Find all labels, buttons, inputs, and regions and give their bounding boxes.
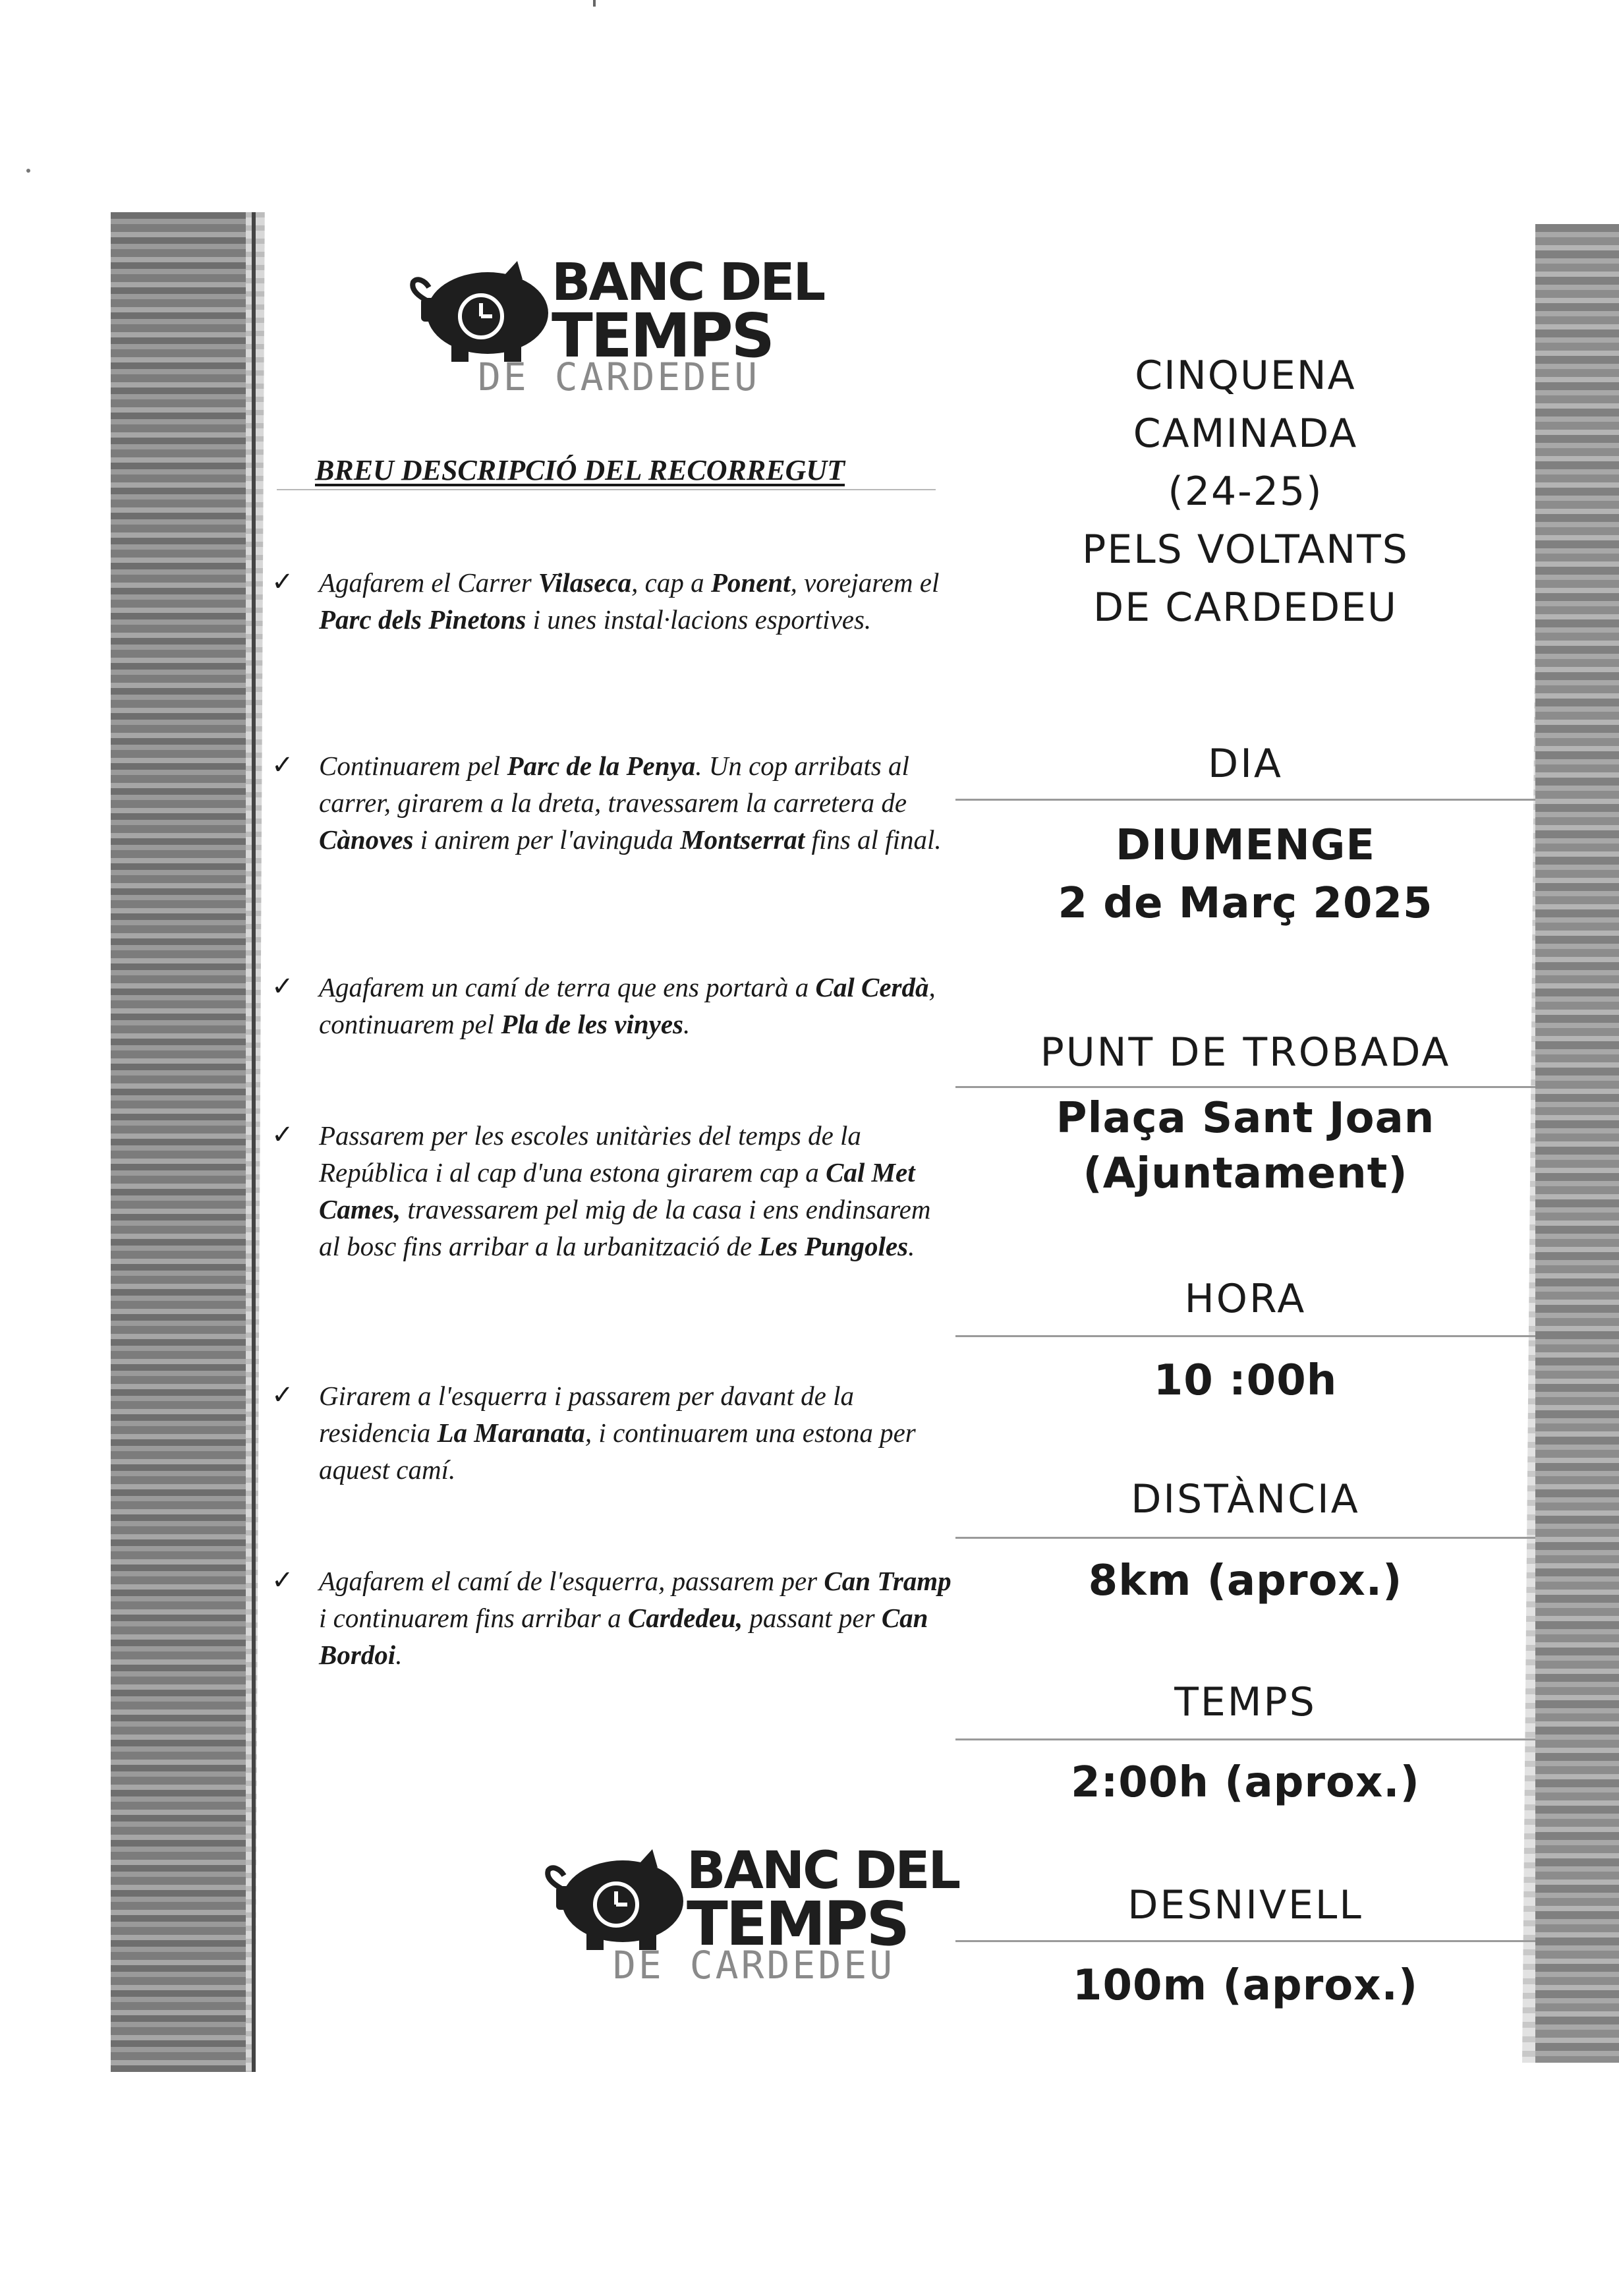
piggy-bank-clock-icon xyxy=(405,257,554,366)
checkmark-icon: ✓ xyxy=(271,1380,294,1410)
logo-line-de-cardedeu: DE CARDEDEU xyxy=(613,1943,895,1988)
desnivell-value: 100m (aprox.) xyxy=(1072,1961,1419,2010)
punt-trobada-divider xyxy=(955,1086,1535,1088)
hora-value: 10 :00h xyxy=(1153,1356,1338,1405)
distancia-value: 8km (aprox.) xyxy=(1088,1557,1403,1605)
bold-place-name: Ponent xyxy=(710,567,791,598)
route-text-fragment: , vorejarem el xyxy=(790,567,940,598)
route-text-fragment: passant per xyxy=(743,1603,882,1633)
route-text-fragment: i anirem per l'avinguda xyxy=(413,824,681,855)
checkmark-icon: ✓ xyxy=(271,1120,294,1150)
temps-label: TEMPS xyxy=(1174,1679,1317,1725)
bold-place-name: Cardedeu, xyxy=(627,1603,743,1633)
checkmark-icon: ✓ xyxy=(271,750,294,780)
route-text-fragment: i unes instal·lacions esportives. xyxy=(526,604,872,635)
logo-line-temps: TEMPS xyxy=(687,1889,908,1959)
route-text-fragment: Continuarem pel xyxy=(319,751,507,781)
route-text-fragment: i continuarem fins arribar a xyxy=(319,1603,628,1633)
route-text-fragment: . xyxy=(908,1231,915,1261)
bold-place-name: Vilaseca xyxy=(538,567,632,598)
route-text-fragment: , cap a xyxy=(631,567,711,598)
route-text-fragment: . xyxy=(683,1009,691,1039)
route-text-fragment: , i continuarem una estona per aquest camí. xyxy=(319,1418,916,1485)
route-step-text xyxy=(319,1377,952,1488)
route-text-fragment: Agafarem el camí de l'esquerra, passarem per xyxy=(319,1566,824,1596)
route-text-fragment: . xyxy=(395,1640,403,1670)
dia-divider xyxy=(955,799,1535,801)
route-step-text xyxy=(319,1117,952,1265)
route-text-fragment: Girarem a l'esquerra i passarem per davant de la residencia xyxy=(319,1381,854,1448)
event-title-line: DE CARDEDEU xyxy=(1093,585,1398,631)
bold-place-name: Cal Met Cames, xyxy=(319,1157,915,1224)
left-band-line xyxy=(252,212,256,2072)
bold-place-name: Les Pungoles xyxy=(758,1231,909,1261)
route-text-fragment: fins al final. xyxy=(805,824,942,855)
banc-del-temps-logo-bottom xyxy=(540,1839,959,1997)
route-text-fragment: travessarem pel mig de la casa i ens endinsarem al bosc fins arribar a la urbanització de xyxy=(319,1194,931,1261)
logo-line-temps: TEMPS xyxy=(552,301,773,371)
hora-divider xyxy=(955,1335,1535,1337)
hora-label: HORA xyxy=(1184,1276,1307,1322)
punt-trobada-place: Plaça Sant Joan xyxy=(1056,1094,1435,1143)
distancia-label: DISTÀNCIA xyxy=(1131,1476,1360,1522)
bold-place-name: Can Tramp xyxy=(824,1566,952,1596)
dia-value-weekday: DIUMENGE xyxy=(1115,821,1376,870)
punt-trobada-detail: (Ajuntament) xyxy=(1083,1149,1408,1198)
bold-place-name: Parc de la Penya xyxy=(507,751,696,781)
right-gray-band xyxy=(1535,224,1619,2063)
checkmark-icon: ✓ xyxy=(271,567,294,597)
checkmark-icon: ✓ xyxy=(271,971,294,1002)
checkmark-icon: ✓ xyxy=(271,1565,294,1595)
bold-place-name: Cànoves xyxy=(319,824,414,855)
event-title-line: CAMINADA xyxy=(1133,411,1358,457)
route-step-text xyxy=(319,969,952,1043)
logo-line-banc-del: BANC DEL xyxy=(687,1841,959,1901)
temps-divider xyxy=(955,1738,1535,1740)
dia-label: DIA xyxy=(1208,741,1283,787)
piggy-bank-clock-icon xyxy=(540,1845,689,1954)
route-description-title: BREU DESCRIPCIÓ DEL RECORREGUT xyxy=(315,454,845,486)
route-text-fragment: , continuarem pel xyxy=(319,972,936,1039)
banc-del-temps-logo-top xyxy=(405,250,824,409)
temps-value: 2:00h (aprox.) xyxy=(1071,1758,1420,1807)
desnivell-label: DESNIVELL xyxy=(1127,1882,1363,1928)
bold-place-name: Parc dels Pinetons xyxy=(319,604,526,635)
bold-place-name: Montserrat xyxy=(680,824,805,855)
title-divider xyxy=(277,489,936,490)
event-title-line: CINQUENA xyxy=(1135,353,1356,399)
logo-line-de-cardedeu: DE CARDEDEU xyxy=(478,355,760,399)
route-text-fragment: Passarem per les escoles unitàries del temps de la República i al cap d'una estona girarem cap a xyxy=(319,1120,861,1188)
event-title-line: (24-25) xyxy=(1168,469,1323,515)
desnivell-divider xyxy=(955,1940,1535,1942)
route-step-text xyxy=(319,1563,952,1673)
logo-line-banc-del: BANC DEL xyxy=(552,253,824,312)
event-title-line: PELS VOLTANTS xyxy=(1082,527,1409,573)
bold-place-name: Can Bordoi xyxy=(319,1603,928,1670)
route-text-fragment: . Un cop arribats al carrer, girarem a la dreta, travessarem la carretera de xyxy=(319,751,909,818)
route-step-text xyxy=(319,747,952,858)
punt-trobada-label: PUNT DE TROBADA xyxy=(1040,1029,1451,1076)
scan-dot xyxy=(26,169,30,173)
bold-place-name: Cal Cerdà xyxy=(815,972,929,1002)
scan-mark xyxy=(593,0,596,7)
bold-place-name: Pla de les vinyes xyxy=(501,1009,683,1039)
route-text-fragment: Agafarem el Carrer xyxy=(319,567,538,598)
route-step-text xyxy=(319,564,952,638)
dia-value-date: 2 de Març 2025 xyxy=(1058,879,1433,928)
route-text-fragment: Agafarem un camí de terra que ens portarà a xyxy=(319,972,816,1002)
left-gray-band xyxy=(111,212,246,2072)
distancia-divider xyxy=(955,1537,1535,1539)
bold-place-name: La Maranata xyxy=(437,1418,585,1448)
